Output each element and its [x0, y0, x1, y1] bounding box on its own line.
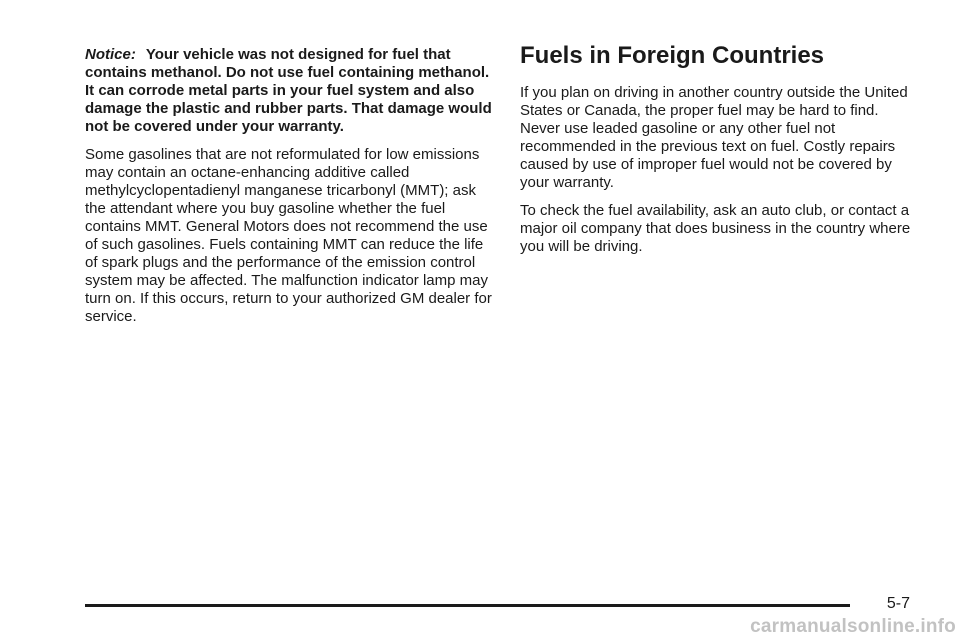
section-heading: Fuels in Foreign Countries: [520, 42, 825, 69]
left-column: [85, 46, 495, 326]
fuel-availability-paragraph: To check the fuel availability, ask an auto club, or contact a major oil company that does business in the country where you will be driving.: [520, 202, 911, 255]
mmt-paragraph: Some gasolines that are not reformulated for low emissions may contain an octane-enhancing additive called methylcyclopentadienyl manganese tricarbonyl (MMT); ask the attendant where you buy gasoline whether the fuel contains MMT. General Motors does not recommend the use of such gasolines. Fuels containing MMT can reduce the life of spark plugs and the performance of the emission control system may be affected. The malfunction indicator lamp may turn on. If this occurs, return to your authorized GM dealer for service.: [85, 146, 492, 325]
right-column: [520, 42, 915, 256]
watermark: carmanualsonline.info: [750, 616, 956, 637]
notice-paragraph: [85, 46, 495, 136]
notice-text: Your vehicle was not designed for fuel that contains methanol. Do not use fuel containing methanol. It can corrode metal parts in your fuel system and also damage the plastic and rubber parts. That damage would not be covered under your warranty.: [85, 46, 492, 135]
foreign-fuel-paragraph: If you plan on driving in another country outside the United States or Canada, the proper fuel may be hard to find. Never use leaded gasoline or any other fuel not recommended in the previous text on fuel. Costly repairs caused by use of improper fuel would not be covered by your warranty.: [520, 84, 908, 191]
notice-label: Notice:: [85, 46, 136, 63]
footer-rule: [85, 604, 850, 607]
page-number: 5-7: [886, 595, 910, 612]
